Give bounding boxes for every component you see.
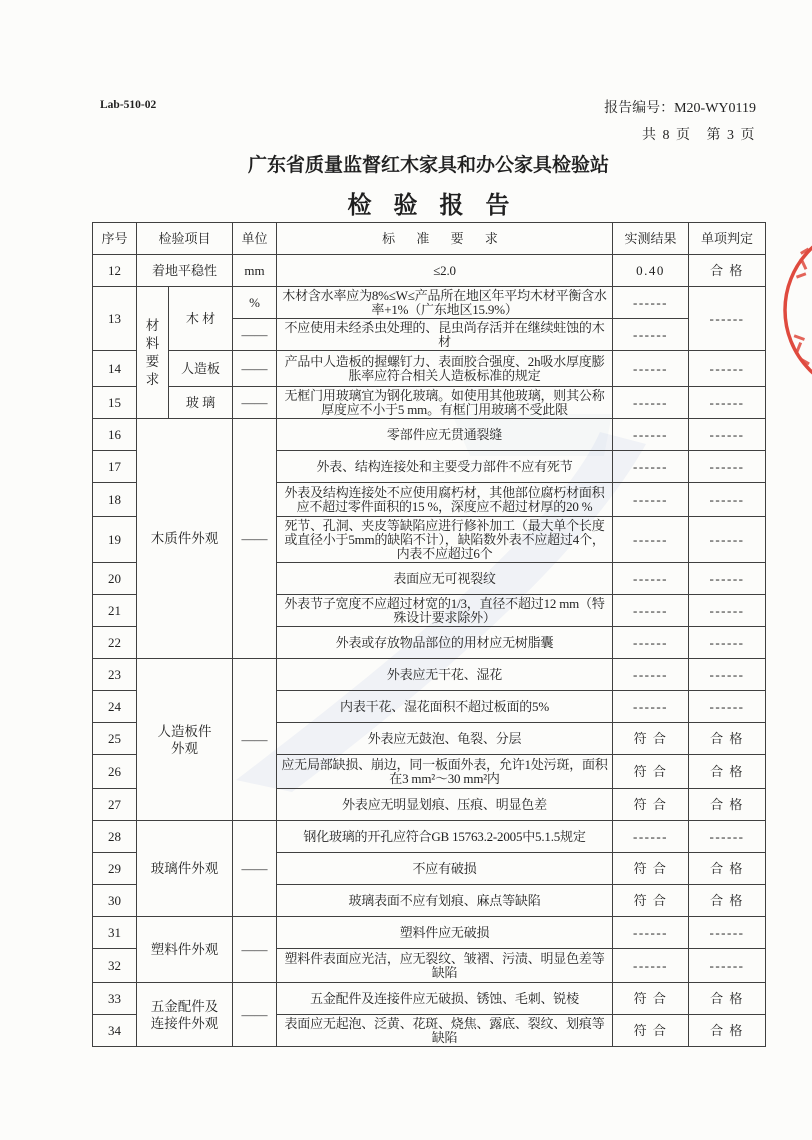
row-no: 27	[93, 789, 137, 821]
row-no: 20	[93, 563, 137, 595]
table-row	[93, 983, 766, 1015]
group-wood-unit: ——	[233, 419, 277, 659]
row-item: 人造板	[169, 351, 233, 387]
row-no: 12	[93, 255, 137, 287]
row-verdict: 合 格	[689, 723, 766, 755]
row-result: 符 合	[613, 885, 689, 917]
row-no: 19	[93, 517, 137, 563]
table-row	[93, 255, 766, 287]
group-glass-unit: ——	[233, 821, 277, 917]
table-row	[93, 659, 766, 691]
row-verdict: ------	[689, 351, 766, 387]
col-header-requirement: 标 准 要 求	[277, 223, 613, 255]
row-verdict: 合 格	[689, 255, 766, 287]
row-no: 25	[93, 723, 137, 755]
row-verdict: ------	[689, 821, 766, 853]
row-verdict: ------	[689, 419, 766, 451]
row-no: 33	[93, 983, 137, 1015]
row-result: 符 合	[613, 853, 689, 885]
row-verdict: ------	[689, 627, 766, 659]
row-item: 木 材	[169, 287, 233, 351]
institution-title: 广东省质量监督红木家具和办公家具检验站	[247, 155, 609, 176]
row-no: 14	[93, 351, 137, 387]
row-result: ------	[613, 387, 689, 419]
lab-code: Lab-510-02	[100, 99, 157, 111]
row-no: 26	[93, 755, 137, 789]
row-result: ------	[613, 917, 689, 949]
row-result: ------	[613, 659, 689, 691]
row-result: ------	[613, 627, 689, 659]
inspection-table	[92, 222, 766, 1047]
row-no: 24	[93, 691, 137, 723]
row-item: 着地平稳性	[137, 255, 233, 287]
row-requirement: 内表干花、湿花面积不超过板面的5%	[277, 691, 613, 723]
row-result: ------	[613, 517, 689, 563]
row-requirement: 死节、孔洞、夹皮等缺陷应进行修补加工（最大单个长度或直径小于5mm的缺陷不计），缺陷数外表不应超过4个，内表不应超过6个	[277, 517, 613, 563]
row-item: 玻 璃	[169, 387, 233, 419]
row-requirement: 玻璃表面不应有划痕、麻点等缺陷	[277, 885, 613, 917]
report-title: 检 验 报 告	[347, 193, 518, 219]
row-verdict: 合 格	[689, 755, 766, 789]
group-panel-cell	[137, 659, 233, 821]
group-panel-unit: ——	[233, 659, 277, 821]
row-result: ------	[613, 419, 689, 451]
row-unit: ——	[233, 319, 277, 351]
row-requirement: 应无局部缺损、崩边，同一板面外表，允许1处污斑，面积在3 mm²～30 mm²内	[277, 755, 613, 789]
row-requirement: ≤2.0	[277, 255, 613, 287]
row-no: 32	[93, 949, 137, 983]
row-requirement: 木材含水率应为8%≤W≤产品所在地区年平均木材平衡含水率+1%（广东地区15.9%）	[277, 287, 613, 319]
row-requirement: 表面应无可视裂纹	[277, 563, 613, 595]
group-hardware-unit: ——	[233, 983, 277, 1047]
seal-glyph-fragments	[794, 248, 810, 366]
row-verdict: ------	[689, 563, 766, 595]
row-result: 符 合	[613, 1015, 689, 1047]
row-no: 30	[93, 885, 137, 917]
row-requirement: 不应使用未经杀虫处理的、昆虫尚存活并在继续蛀蚀的木材	[277, 319, 613, 351]
row-unit: ——	[233, 387, 277, 419]
row-no: 22	[93, 627, 137, 659]
row-unit: ——	[233, 351, 277, 387]
row-result: ------	[613, 563, 689, 595]
row-no: 13	[93, 287, 137, 351]
row-verdict: 合 格	[689, 885, 766, 917]
row-result: 符 合	[613, 723, 689, 755]
col-header-result: 实测结果	[613, 223, 689, 255]
row-requirement: 零部件应无贯通裂缝	[277, 419, 613, 451]
row-no: 15	[93, 387, 137, 419]
table-row	[93, 917, 766, 949]
row-no: 18	[93, 483, 137, 517]
row-verdict: ------	[689, 287, 766, 351]
row-verdict: 合 格	[689, 983, 766, 1015]
row-result: 符 合	[613, 755, 689, 789]
group-glass-label: 玻璃件外观	[137, 821, 233, 917]
row-verdict: ------	[689, 595, 766, 627]
row-result: ------	[613, 451, 689, 483]
row-result: ------	[613, 821, 689, 853]
row-verdict: ------	[689, 917, 766, 949]
row-unit: %	[233, 287, 277, 319]
row-result: 符 合	[613, 983, 689, 1015]
row-result: ------	[613, 319, 689, 351]
row-requirement: 外表应无干花、湿花	[277, 659, 613, 691]
col-header-item: 检验项目	[137, 223, 233, 255]
col-header-unit: 单位	[233, 223, 277, 255]
group-wood-label: 木质件外观	[137, 419, 233, 659]
row-result: ------	[613, 691, 689, 723]
row-requirement: 外表及结构连接处不应使用腐朽材，其他部位腐朽材面积应不超过零件面积的15 %，深度应不超过材厚的20 %	[277, 483, 613, 517]
row-no: 28	[93, 821, 137, 853]
row-unit: mm	[233, 255, 277, 287]
row-requirement: 塑料件表面应光洁，应无裂纹、皱褶、污渍、明显色差等缺陷	[277, 949, 613, 983]
row-no: 31	[93, 917, 137, 949]
table-row	[93, 287, 766, 319]
group-material-cell	[137, 287, 169, 419]
row-requirement: 外表应无明显划痕、压痕、明显色差	[277, 789, 613, 821]
row-requirement: 外表、结构连接处和主要受力部件不应有死节	[277, 451, 613, 483]
row-result: ------	[613, 483, 689, 517]
row-result: 0.40	[613, 255, 689, 287]
row-requirement: 表面应无起泡、泛黄、花斑、烧焦、露底、裂纹、划痕等缺陷	[277, 1015, 613, 1047]
table-row	[93, 419, 766, 451]
row-verdict: ------	[689, 387, 766, 419]
row-verdict: ------	[689, 483, 766, 517]
row-no: 29	[93, 853, 137, 885]
page-count: 共 8 页 第 3 页	[642, 128, 756, 143]
table-row	[93, 351, 766, 387]
row-requirement: 钢化玻璃的开孔应符合GB 15763.2-2005中5.1.5规定	[277, 821, 613, 853]
group-hardware-label: 五金配件及连接件外观	[150, 998, 219, 1031]
row-requirement: 外表节子宽度不应超过材宽的1/3，直径不超过12 mm（特殊设计要求除外）	[277, 595, 613, 627]
col-header-verdict: 单项判定	[689, 223, 766, 255]
row-no: 17	[93, 451, 137, 483]
group-material-label: 材料要求	[145, 317, 160, 387]
row-requirement: 外表或存放物品部位的用材应无树脂囊	[277, 627, 613, 659]
row-no: 23	[93, 659, 137, 691]
row-verdict: 合 格	[689, 853, 766, 885]
row-requirement: 外表应无鼓泡、龟裂、分层	[277, 723, 613, 755]
row-requirement: 产品中人造板的握螺钉力、表面胶合强度、2h吸水厚度膨胀率应符合相关人造板标准的规定	[277, 351, 613, 387]
row-requirement: 五金配件及连接件应无破损、锈蚀、毛刺、锐棱	[277, 983, 613, 1015]
row-requirement: 无框门用玻璃宜为钢化玻璃。如使用其他玻璃，则其公称厚度应不小于5 mm。有框门用玻璃不受此限	[277, 387, 613, 419]
row-verdict: ------	[689, 659, 766, 691]
row-requirement: 塑料件应无破损	[277, 917, 613, 949]
row-verdict: 合 格	[689, 789, 766, 821]
row-verdict: ------	[689, 691, 766, 723]
group-hardware-cell	[137, 983, 233, 1047]
table-row	[93, 387, 766, 419]
col-header-no: 序号	[93, 223, 137, 255]
row-verdict: ------	[689, 451, 766, 483]
row-verdict: ------	[689, 949, 766, 983]
red-seal-stamp	[780, 228, 812, 393]
group-plastic-label: 塑料件外观	[137, 917, 233, 983]
group-plastic-unit: ——	[233, 917, 277, 983]
row-no: 16	[93, 419, 137, 451]
row-result: ------	[613, 595, 689, 627]
row-result: 符 合	[613, 789, 689, 821]
row-no: 34	[93, 1015, 137, 1047]
row-verdict: 合 格	[689, 1015, 766, 1047]
report-number: 报告编号：M20-WY0119	[604, 101, 756, 116]
seal-ring	[785, 228, 812, 393]
group-panel-label: 人造板件外观	[157, 723, 212, 756]
row-verdict: ------	[689, 517, 766, 563]
row-no: 21	[93, 595, 137, 627]
row-result: ------	[613, 351, 689, 387]
row-result: ------	[613, 949, 689, 983]
row-requirement: 不应有破损	[277, 853, 613, 885]
table-header-row	[93, 223, 766, 255]
row-result: ------	[613, 287, 689, 319]
table-row	[93, 821, 766, 853]
